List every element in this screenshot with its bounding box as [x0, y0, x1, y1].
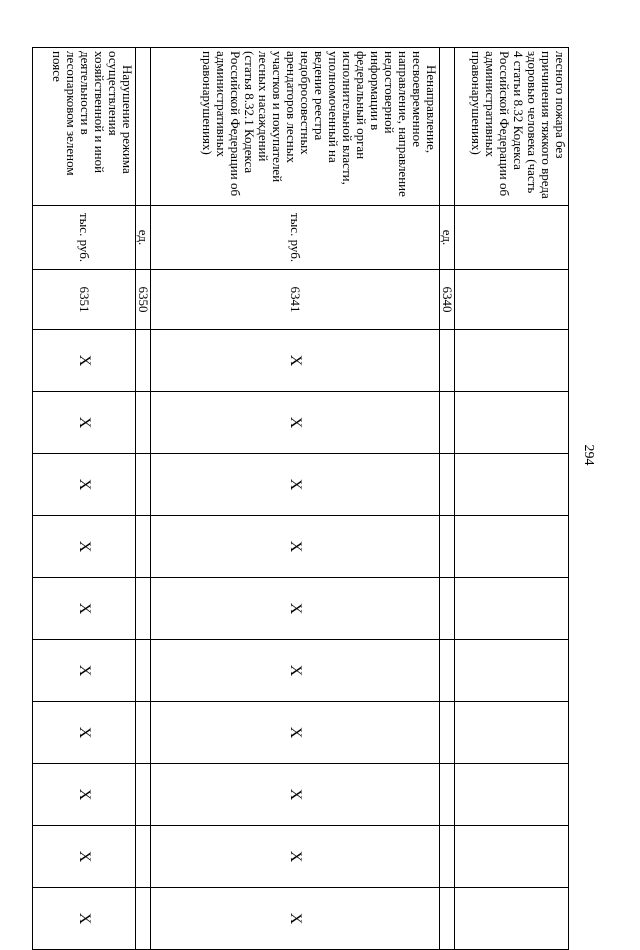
data-cell	[136, 764, 151, 826]
data-cell	[455, 764, 569, 826]
data-cell	[440, 888, 455, 950]
data-cell	[440, 392, 455, 454]
data-cell: X	[33, 578, 136, 640]
data-cell	[440, 516, 455, 578]
table-row	[440, 48, 455, 950]
data-cell: X	[33, 702, 136, 764]
row-unit-cell: ед.	[136, 206, 151, 270]
row-code-cell: 6350	[136, 270, 151, 330]
data-cell: X	[151, 454, 440, 516]
data-cell	[455, 826, 569, 888]
data-cell	[136, 888, 151, 950]
data-cell	[440, 330, 455, 392]
data-cell	[136, 578, 151, 640]
data-cell: X	[33, 764, 136, 826]
row-name-cell	[136, 48, 151, 206]
data-cell: X	[151, 826, 440, 888]
data-cell	[440, 826, 455, 888]
data-cell	[455, 578, 569, 640]
table-container	[44, 47, 569, 925]
data-cell: X	[33, 826, 136, 888]
data-cell: X	[33, 640, 136, 702]
data-cell	[440, 640, 455, 702]
table-row	[455, 48, 569, 950]
data-cell	[136, 516, 151, 578]
table-row	[33, 48, 136, 950]
data-cell: X	[151, 578, 440, 640]
table-row	[151, 48, 440, 950]
row-code-cell	[455, 270, 569, 330]
rotated-page	[44, 47, 569, 925]
data-cell	[440, 702, 455, 764]
data-cell: X	[33, 454, 136, 516]
data-cell: X	[151, 764, 440, 826]
data-cell	[455, 392, 569, 454]
row-name-cell: Нарушение режима осуществления хозяйственной и иной деятельности в лесопарковом зеленом поясе	[33, 48, 136, 206]
row-code-cell: 6340	[440, 270, 455, 330]
data-cell: X	[33, 888, 136, 950]
row-unit-cell: тыс. руб.	[151, 206, 440, 270]
data-cell	[455, 454, 569, 516]
data-cell	[136, 392, 151, 454]
data-cell: X	[151, 516, 440, 578]
table-row	[136, 48, 151, 950]
row-name-cell: Ненаправление, несвоевременное направление, направление недостоверной информации в федеральный орган исполнительной власти, уполномоченный на ведение реестра недобросовестных арендаторов лесных участков и покупателей лесных насаждений (статья 8.32.1 Кодекса Российской Федерации об административных правонарушениях)	[151, 48, 440, 206]
data-cell: X	[151, 392, 440, 454]
data-cell: X	[151, 330, 440, 392]
row-unit-cell: ед.	[440, 206, 455, 270]
data-cell: X	[151, 888, 440, 950]
data-cell	[136, 826, 151, 888]
data-cell	[136, 330, 151, 392]
data-cell	[455, 516, 569, 578]
row-unit-cell	[455, 206, 569, 270]
data-cell	[455, 702, 569, 764]
data-cell	[455, 330, 569, 392]
report-table	[32, 47, 569, 950]
data-cell	[440, 578, 455, 640]
data-cell	[455, 640, 569, 702]
row-code-cell: 6341	[151, 270, 440, 330]
data-cell: X	[151, 640, 440, 702]
data-cell	[440, 764, 455, 826]
row-code-cell: 6351	[33, 270, 136, 330]
data-cell: X	[33, 392, 136, 454]
row-name-cell: лесного пожара без причинения тяжкого вреда здоровью человека (часть 4 статьи 8.32 Кодекса Российской Федерации об административных правонарушениях)	[455, 48, 569, 206]
data-cell: X	[33, 516, 136, 578]
page-number: 294	[581, 444, 596, 466]
data-cell	[136, 454, 151, 516]
data-cell	[440, 454, 455, 516]
data-cell	[136, 640, 151, 702]
data-cell: X	[151, 702, 440, 764]
row-unit-cell: тыс. руб.	[33, 206, 136, 270]
data-cell	[455, 888, 569, 950]
data-cell: X	[33, 330, 136, 392]
data-cell	[136, 702, 151, 764]
row-name-cell	[440, 48, 455, 206]
